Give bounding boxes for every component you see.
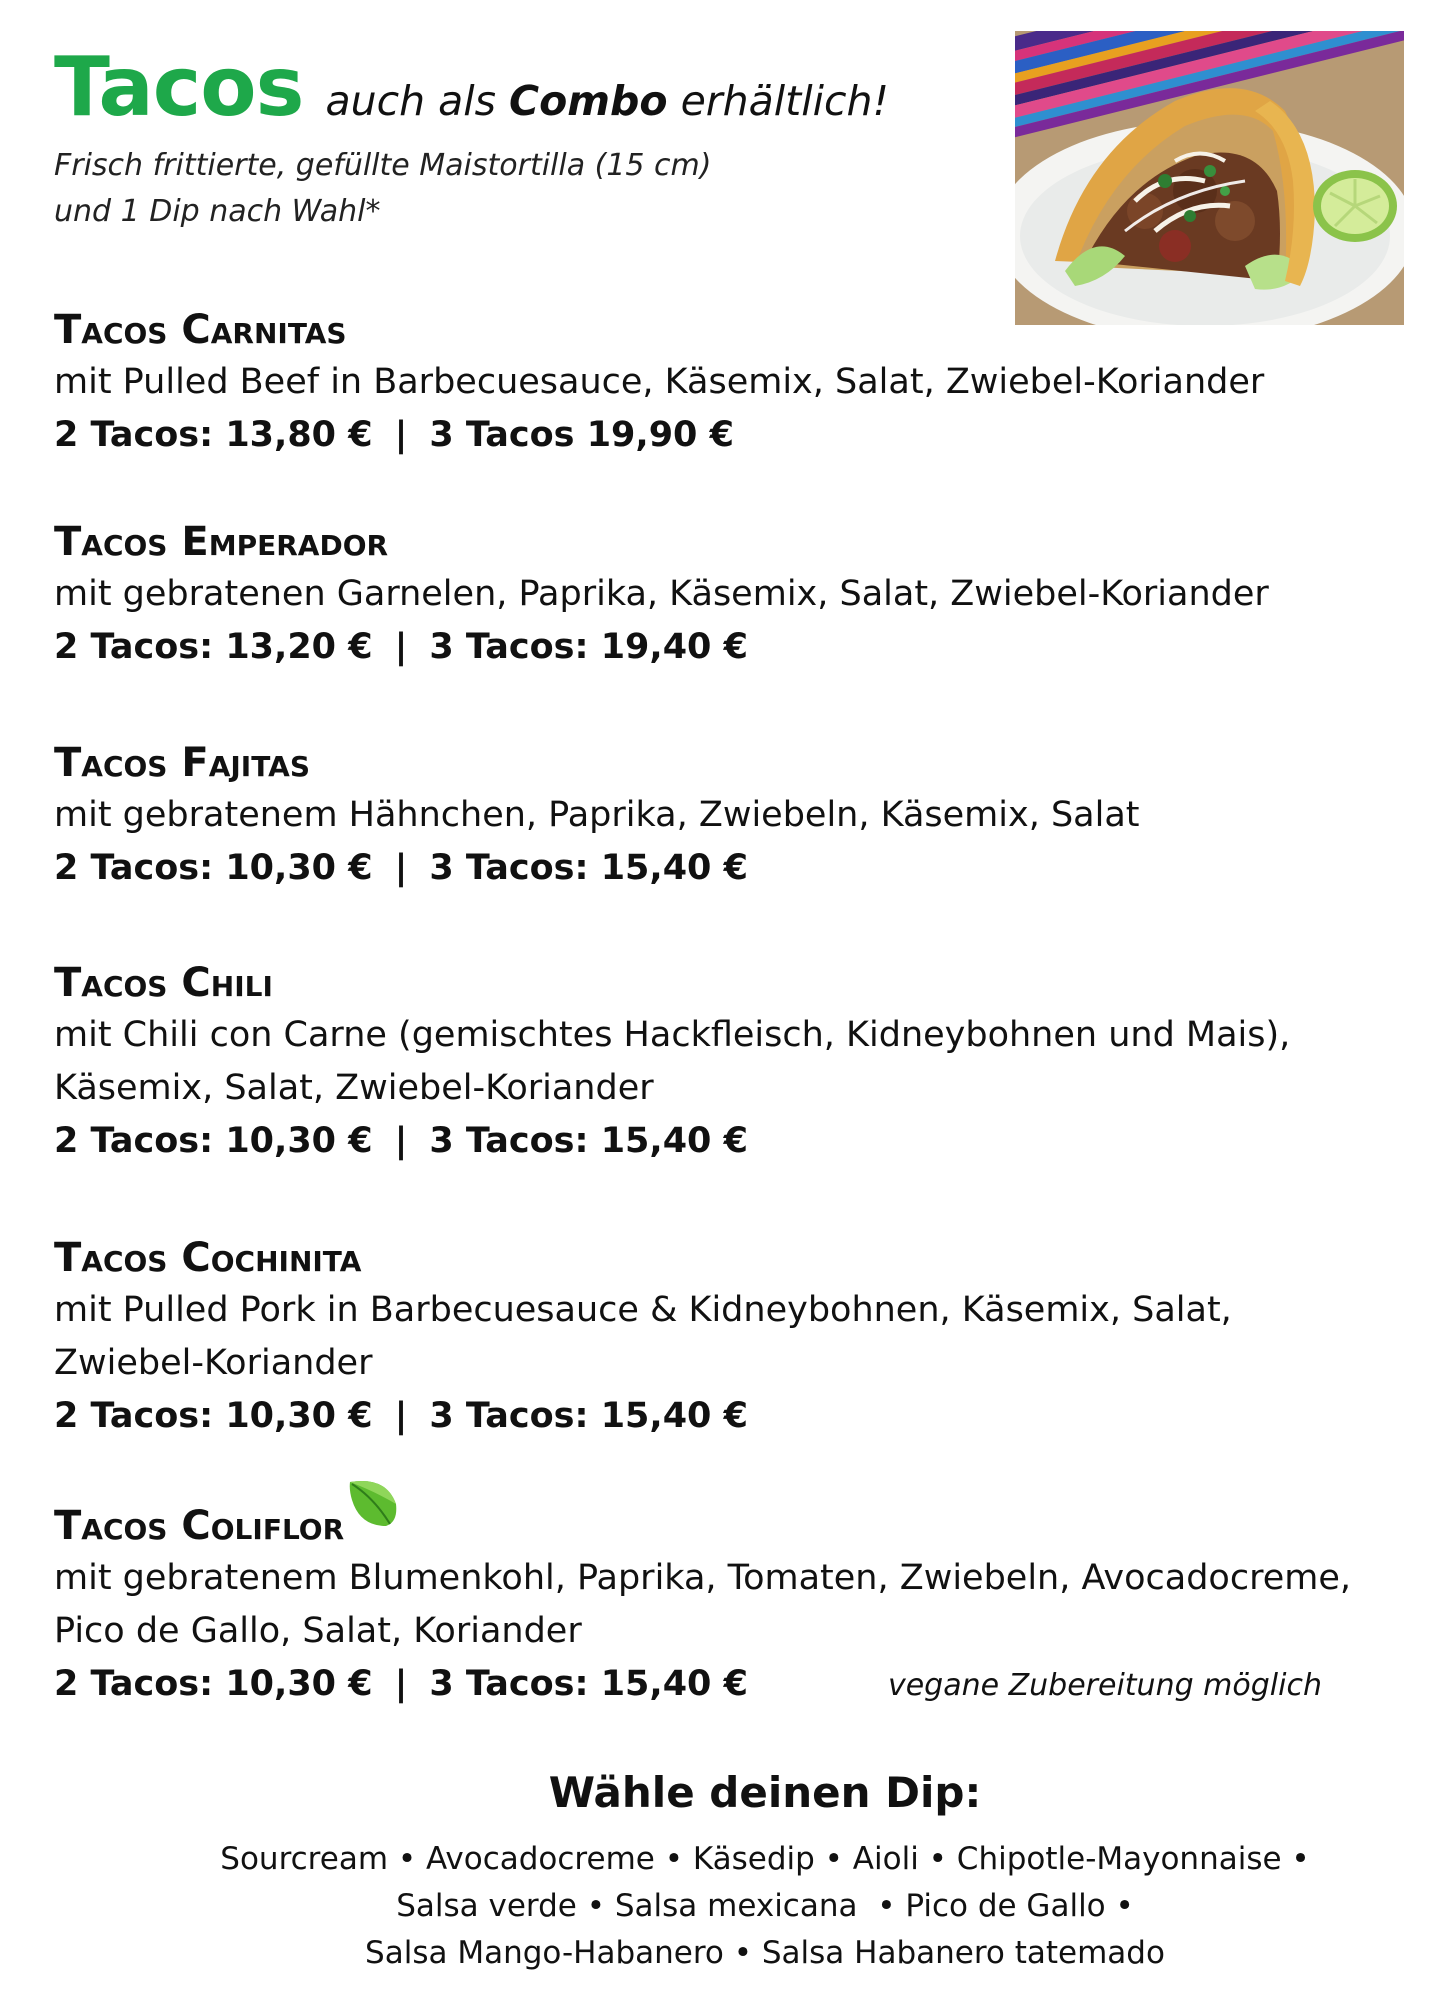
price-three-tacos: 3 Tacos: 15,40 € bbox=[429, 1664, 748, 1704]
item-description: mit gebratenen Garnelen, Paprika, Käsemix, Salat, Zwiebel-Koriander bbox=[54, 574, 1269, 614]
item-name: Tacos Fajitas bbox=[54, 740, 310, 786]
taco-photo bbox=[1015, 31, 1404, 325]
intro-line-1: Frisch frittierte, gefüllte Maistortilla (15 cm) bbox=[54, 148, 712, 183]
item-price bbox=[54, 621, 1394, 674]
price-three-tacos: 3 Tacos: 19,40 € bbox=[429, 627, 748, 667]
price-two-tacos: 2 Tacos: 10,30 € bbox=[54, 1121, 373, 1161]
menu-item-fajitas bbox=[54, 737, 1394, 895]
price-two-tacos: 2 Tacos: 10,30 € bbox=[54, 1664, 373, 1704]
dip-list-line-1: Sourcream • Avocadocreme • Käsedip • Aioli • Chipotle-Mayonnaise • bbox=[220, 1841, 1310, 1877]
item-name: Tacos Carnitas bbox=[54, 307, 347, 353]
subtitle-pre: auch als bbox=[325, 77, 510, 125]
menu-item-chili bbox=[54, 957, 1394, 1168]
item-description bbox=[54, 1009, 1394, 1115]
item-price bbox=[54, 1115, 1394, 1168]
item-price bbox=[54, 1658, 1394, 1712]
subtitle-bold: Combo bbox=[509, 77, 668, 125]
item-description-line-2: Zwiebel-Koriander bbox=[54, 1343, 373, 1383]
price-two-tacos: 2 Tacos: 13,80 € bbox=[54, 415, 373, 455]
item-description bbox=[54, 1284, 1394, 1390]
price-two-tacos: 2 Tacos: 13,20 € bbox=[54, 627, 373, 667]
item-description-line-2: Pico de Gallo, Salat, Koriander bbox=[54, 1611, 582, 1651]
menu-item-cochinita bbox=[54, 1232, 1394, 1443]
item-description bbox=[54, 1552, 1394, 1658]
page-subtitle bbox=[325, 77, 889, 125]
price-separator: | bbox=[394, 1121, 408, 1161]
item-name: Tacos Coliflor bbox=[54, 1503, 345, 1549]
price-three-tacos: 3 Tacos 19,90 € bbox=[429, 415, 734, 455]
price-separator: | bbox=[394, 1396, 408, 1436]
item-price bbox=[54, 409, 1394, 462]
item-name: Tacos Emperador bbox=[54, 519, 389, 565]
title-line bbox=[54, 40, 994, 135]
intro-line-2: und 1 Dip nach Wahl* bbox=[54, 194, 381, 229]
dip-title: Wähle deinen Dip: bbox=[548, 1768, 982, 1817]
menu-item-carnitas bbox=[54, 304, 1394, 462]
price-separator: | bbox=[394, 848, 408, 888]
item-description: mit Pulled Beef in Barbecuesauce, Käsemix, Salat, Zwiebel-Koriander bbox=[54, 362, 1265, 402]
menu-header bbox=[54, 40, 994, 235]
item-price bbox=[54, 842, 1394, 895]
item-description-line-1: mit Pulled Pork in Barbecuesauce & Kidneybohnen, Käsemix, Salat, bbox=[54, 1290, 1232, 1330]
price-two-tacos: 2 Tacos: 10,30 € bbox=[54, 848, 373, 888]
price-two-tacos: 2 Tacos: 10,30 € bbox=[54, 1396, 373, 1436]
leaf-icon bbox=[346, 1476, 400, 1530]
menu-item-coliflor bbox=[54, 1498, 1394, 1712]
price-three-tacos: 3 Tacos: 15,40 € bbox=[429, 1121, 748, 1161]
vegan-note: vegane Zubereitung möglich bbox=[887, 1668, 1322, 1703]
page-title: Tacos bbox=[54, 40, 304, 135]
price-separator: | bbox=[394, 415, 408, 455]
item-description-line-1: mit gebratenem Blumenkohl, Paprika, Tomaten, Zwiebeln, Avocadocreme, bbox=[54, 1558, 1351, 1598]
menu-item-emperador bbox=[54, 516, 1394, 674]
item-description-line-1: mit Chili con Carne (gemischtes Hackfleisch, Kidneybohnen und Mais), bbox=[54, 1015, 1291, 1055]
price-three-tacos: 3 Tacos: 15,40 € bbox=[429, 1396, 748, 1436]
price-separator: | bbox=[394, 1664, 408, 1704]
price-three-tacos: 3 Tacos: 15,40 € bbox=[429, 848, 748, 888]
item-price bbox=[54, 1390, 1394, 1443]
dip-list-line-2: Salsa verde • Salsa mexicana • Pico de Gallo • bbox=[396, 1888, 1134, 1924]
intro-text bbox=[54, 143, 994, 235]
price-separator: | bbox=[394, 627, 408, 667]
dip-list-line-3: Salsa Mango-Habanero • Salsa Habanero tatemado bbox=[365, 1935, 1165, 1971]
item-description: mit gebratenem Hähnchen, Paprika, Zwiebeln, Käsemix, Salat bbox=[54, 795, 1140, 835]
item-name: Tacos Chili bbox=[54, 960, 273, 1006]
item-name-row bbox=[54, 1498, 1394, 1552]
item-name: Tacos Cochinita bbox=[54, 1235, 362, 1281]
subtitle-post: erhältlich! bbox=[667, 77, 889, 125]
dip-list bbox=[0, 1836, 1437, 1977]
item-description-line-2: Käsemix, Salat, Zwiebel-Koriander bbox=[54, 1068, 654, 1108]
